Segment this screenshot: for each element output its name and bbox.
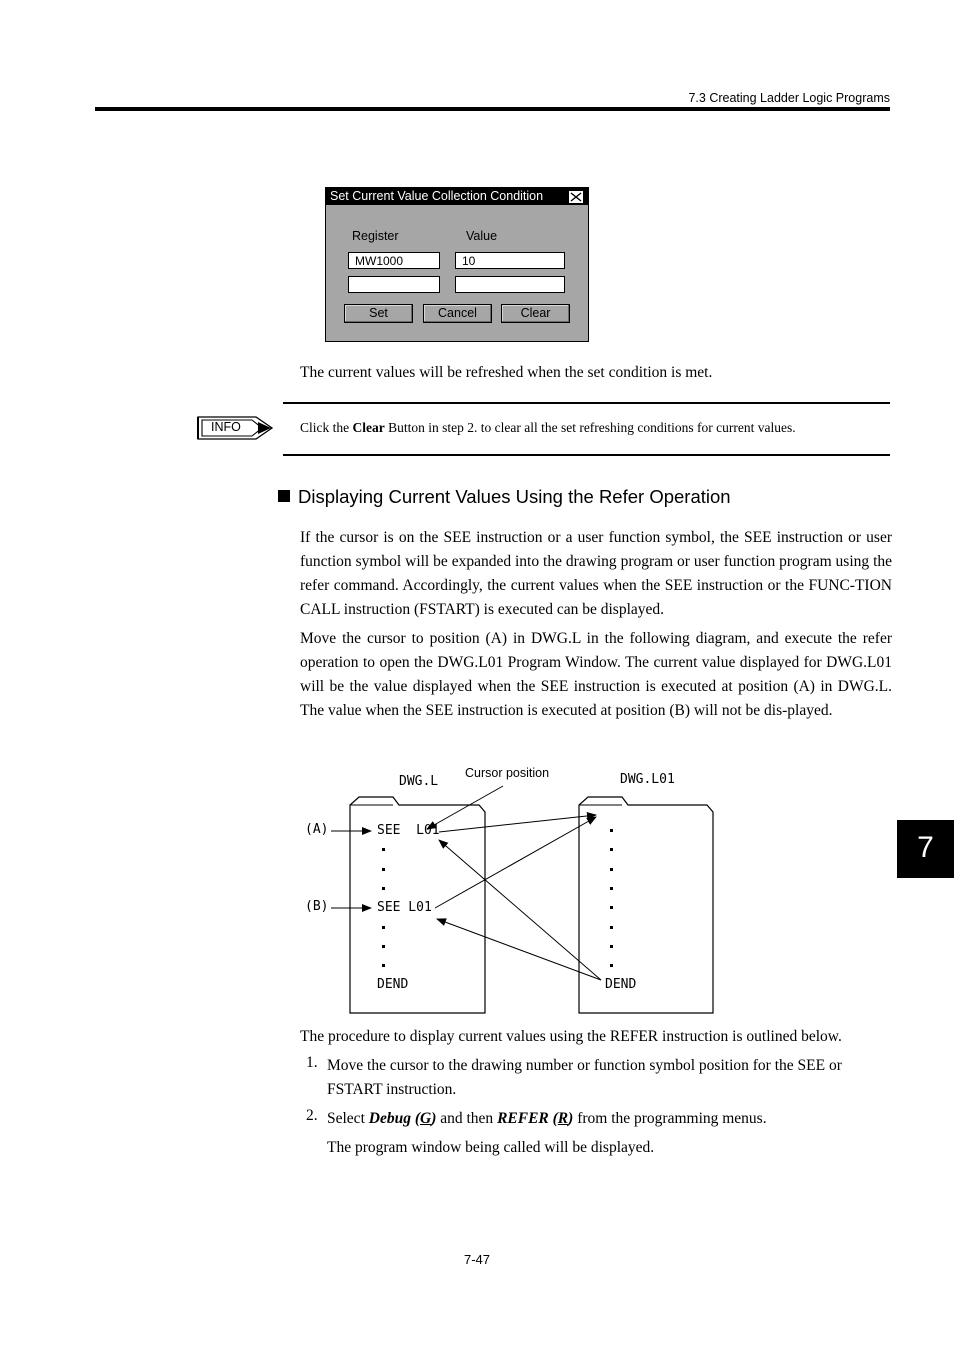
- square-bullet-icon: [278, 490, 290, 502]
- info-rule-top: [283, 402, 890, 404]
- cancel-button[interactable]: Cancel: [423, 304, 492, 323]
- dialog-titlebar[interactable]: [326, 188, 588, 205]
- menu-refer-close: ): [568, 1110, 574, 1127]
- set-condition-dialog: [325, 187, 589, 342]
- step-2-end: from the programming menus.: [573, 1110, 767, 1127]
- section-heading-text: Displaying Current Values Using the Refer Operation: [298, 486, 731, 507]
- info-icon: [196, 415, 274, 441]
- step-2-note: The program window being called will be displayed.: [327, 1139, 655, 1156]
- info-text: [300, 420, 796, 436]
- close-icon[interactable]: [569, 191, 583, 203]
- step-2-text: [327, 1107, 887, 1131]
- see-instruction-a: SEE L01: [377, 823, 440, 838]
- dwg-l01-title: DWG.L01: [620, 772, 675, 787]
- menu-debug-close: ): [431, 1110, 437, 1127]
- info-rule-bottom: [283, 454, 890, 456]
- dialog-title: Set Current Value Collection Condition: [330, 189, 544, 203]
- cursor-position-label: Cursor position: [465, 766, 550, 780]
- section-paragraph-2: Move the cursor to position (A) in DWG.L in the following diagram, and execute the refer operation to open the DWG.L01 Program Window. The current value displayed for DWG.L01 will be the value displayed when the SEE instruction is executed at position (A) in DWG.L. The value when the SEE instruction is executed at position (B) will not be dis-played.: [300, 630, 892, 719]
- step-1-text: Move the cursor to the drawing number or function symbol position for the SEE or FSTART instruction.: [327, 1057, 842, 1098]
- dend-left: DEND: [377, 977, 409, 992]
- step-2-number: 2.: [306, 1107, 318, 1124]
- register-input-1[interactable]: MW1000: [348, 252, 440, 269]
- menu-refer-key: R: [557, 1110, 569, 1127]
- page-number: 7-47: [463, 1252, 491, 1267]
- menu-debug-key: G: [419, 1110, 432, 1127]
- section-paragraph-1: If the cursor is on the SEE instruction or a user function symbol, the SEE instruction or user function symbol will be expanded into the drawing program or user function program using the refer command. Accordingly, the current values when the SEE instruction or the FUNC-TION CALL instruction (FSTART) is executed can be displayed.: [300, 529, 892, 618]
- menu-refer: REFER (: [497, 1110, 558, 1127]
- step-1-number: 1.: [306, 1054, 318, 1071]
- procedure-intro: The procedure to display current values using the REFER instruction is outlined below.: [300, 1028, 842, 1045]
- set-button[interactable]: Set: [344, 304, 413, 323]
- dwg-l-title: DWG.L: [399, 774, 439, 789]
- value-input-1[interactable]: 10: [455, 252, 565, 269]
- header-rule: [95, 107, 890, 111]
- clear-button[interactable]: Clear: [501, 304, 570, 323]
- info-text-after: Button in step 2. to clear all the set refreshing conditions for current values.: [384, 420, 796, 435]
- running-header: 7.3 Creating Ladder Logic Programs: [688, 91, 890, 105]
- step-2-and-then: and then: [436, 1110, 498, 1127]
- value-label: Value: [466, 229, 498, 243]
- info-text-bold: Clear: [352, 420, 385, 435]
- info-icon-label: INFO: [211, 420, 241, 434]
- dend-right: DEND: [605, 977, 637, 992]
- register-input-2[interactable]: [348, 276, 440, 293]
- step-2-select: Select: [327, 1110, 369, 1127]
- section-heading: [278, 486, 731, 508]
- chapter-tab: 7: [897, 820, 954, 878]
- menu-debug: Debug (: [368, 1110, 420, 1127]
- register-label: Register: [352, 229, 399, 243]
- see-instruction-b: SEE L01: [377, 900, 432, 915]
- label-b: (B): [305, 899, 329, 914]
- value-input-2[interactable]: [455, 276, 565, 293]
- refresh-note: The current values will be refreshed when the set condition is met.: [300, 364, 713, 381]
- label-a: (A): [305, 822, 329, 837]
- info-text-before: Click the: [300, 420, 353, 435]
- refer-diagram: [295, 762, 725, 1017]
